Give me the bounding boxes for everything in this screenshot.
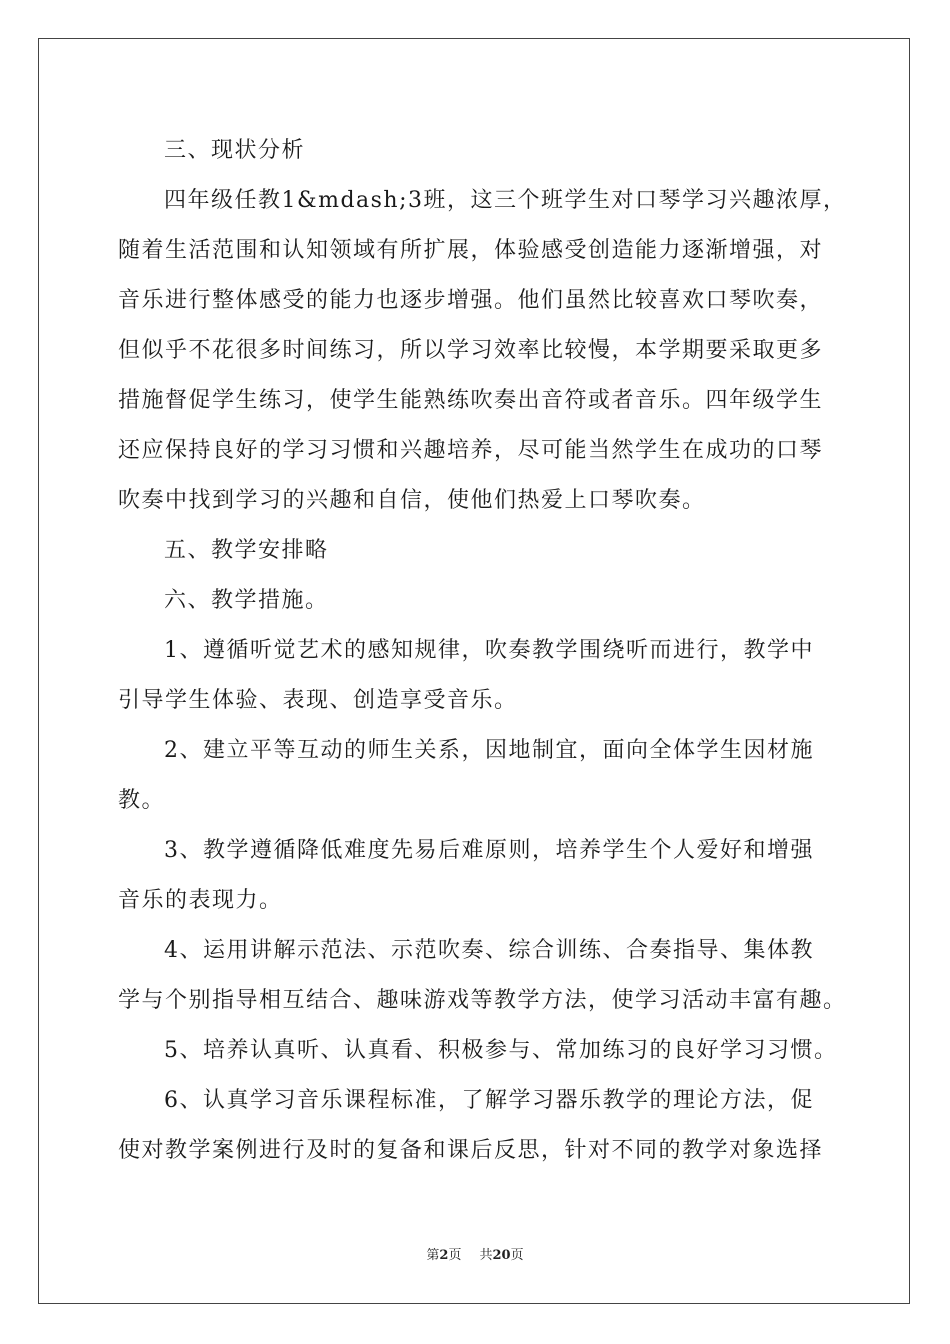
list-item-line: 5、培养认真听、认真看、积极参与、常加练习的良好学习习惯。 xyxy=(164,1038,838,1063)
heading-status-analysis: 三、现状分析 xyxy=(164,138,306,163)
total-page-count: 20 xyxy=(492,1248,511,1263)
list-item-line: 教。 xyxy=(118,788,166,813)
paragraph-line: 四年级任教1&mdash;3班，这三个班学生对口琴学习兴趣浓厚， xyxy=(164,188,847,213)
list-item-line: 音乐的表现力。 xyxy=(118,888,283,913)
list-item-line: 使对教学案例进行及时的复备和课后反思，针对不同的教学对象选择 xyxy=(118,1138,824,1163)
current-page-number: 2 xyxy=(439,1248,449,1263)
paragraph-line: 措施督促学生练习，使学生能熟练吹奏出音符或者音乐。四年级学生 xyxy=(118,388,824,413)
paragraph-line: 音乐进行整体感受的能力也逐步增强。他们虽然比较喜欢口琴吹奏， xyxy=(118,288,824,313)
list-item-line: 1、遵循听觉艺术的感知规律，吹奏教学围绕听而进行，教学中 xyxy=(164,638,814,663)
page-footer xyxy=(0,1247,950,1265)
paragraph-line: 吹奏中找到学习的兴趣和自信，使他们热爱上口琴吹奏。 xyxy=(118,488,706,513)
page-prefix: 第 xyxy=(426,1248,440,1263)
heading-teaching-arrangement: 五、教学安排略 xyxy=(164,538,329,563)
list-item-line: 学与个别指导相互结合、趣味游戏等教学方法，使学习活动丰富有趣。 xyxy=(118,988,847,1013)
paragraph-line: 还应保持良好的学习习惯和兴趣培养，尽可能当然学生在成功的口琴 xyxy=(118,438,824,463)
page-unit: 页 xyxy=(448,1248,462,1263)
list-item-line: 6、认真学习音乐课程标准，了解学习器乐教学的理论方法，促 xyxy=(164,1088,814,1113)
paragraph-line: 但似乎不花很多时间练习，所以学习效率比较慢，本学期要采取更多 xyxy=(118,338,824,363)
list-item-line: 4、运用讲解示范法、示范吹奏、综合训练、合奏指导、集体教 xyxy=(164,938,814,963)
list-item-line: 引导学生体验、表现、创造享受音乐。 xyxy=(118,688,518,713)
heading-teaching-measures: 六、教学措施。 xyxy=(164,588,329,613)
list-item-line: 2、建立平等互动的师生关系，因地制宜，面向全体学生因材施 xyxy=(164,738,814,763)
paragraph-line: 随着生活范围和认知领域有所扩展，体验感受创造能力逐渐增强，对 xyxy=(118,238,824,263)
list-item-line: 3、教学遵循降低难度先易后难原则，培养学生个人爱好和增强 xyxy=(164,838,814,863)
total-unit: 页 xyxy=(510,1248,524,1263)
total-prefix: 共 xyxy=(479,1248,493,1263)
